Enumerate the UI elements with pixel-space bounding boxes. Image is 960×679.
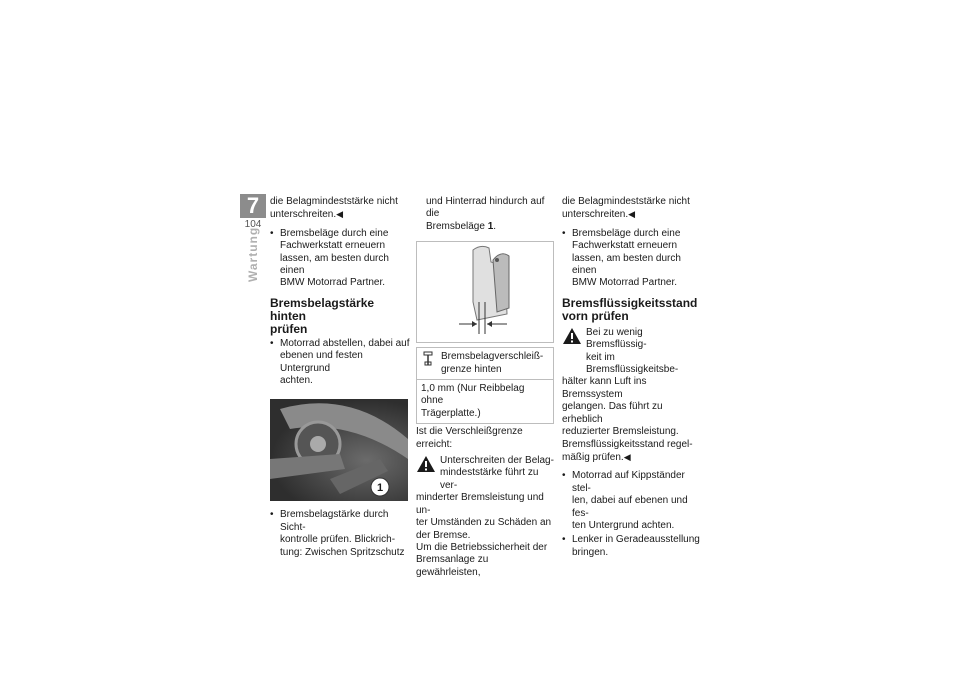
list-item: • Motorrad auf Kippständer stel- len, dabei auf ebenen und fes- ten Untergrund achten. (562, 470, 702, 532)
warning-text: Unterschreiten der Belag- mindeststärke führt zu ver- (440, 455, 554, 491)
warning-text: Bei zu wenig Bremsflüssig- keit im Bremsflüssigkeitsbe- (586, 326, 679, 376)
list-item: • Lenker in Geradeausstellung bringen. (562, 534, 702, 559)
warning-icon (416, 455, 436, 473)
rear-wheel-photo (270, 399, 408, 501)
list-item: • Bremsbeläge durch eine Fachwerkstatt erneuern lassen, am besten durch einen BMW Motorrad Partner. (270, 228, 412, 290)
spec-title: Bremsbelagverschleiß- grenze hinten (441, 351, 544, 375)
column-1 (270, 196, 412, 559)
page-number: 104 (244, 219, 262, 230)
brake-pad-diagram (416, 241, 554, 343)
spec-table (416, 347, 554, 424)
list-item: • Bremsbelagstärke durch Sicht- kontrolle prüfen. Blickrich- tung: Zwischen Spritzschutz (270, 509, 412, 559)
list-item: • Motorrad abstellen, dabei auf ebenen und festen Untergrund achten. (270, 338, 412, 388)
warning-block (416, 455, 554, 492)
intro-text: die Belagmindeststärke nicht unterschreiten.◀ (270, 196, 398, 221)
list-item: • Bremsbeläge durch eine Fachwerkstatt erneuern lassen, am besten durch einen BMW Motorrad Partner. (562, 228, 702, 290)
condition-text: Ist die Verschleißgrenze erreicht: (416, 426, 523, 450)
spec-value: 1,0 mm (Nur Reibbelag ohne Trägerplatte.) (421, 383, 525, 419)
end-mark-icon: ◀ (336, 209, 344, 220)
end-mark-icon: ◀ (628, 209, 636, 220)
chapter-number: 7 (240, 194, 266, 218)
warning-icon (562, 327, 582, 345)
column-2 (416, 196, 554, 579)
intro-text: die Belagmindeststärke nicht unterschreiten.◀ (562, 196, 690, 221)
section-heading: Bremsbelagstärke hinten prüfen (270, 295, 375, 336)
spec-header (417, 348, 553, 380)
warning-continuation: minderter Bremsleistung und un- ter Umständen zu Schäden an der Bremse. Um die Betriebssicherheit der Bremsanlage zu gewährleisten, (416, 492, 552, 578)
brake-pad-wear-icon (417, 242, 553, 342)
warning-continuation: hälter kann Luft ins Bremssystem gelangen. Das führt zu erheblich reduzierter Bremsleistung. Bremsflüssigkeitsstand regel- mäßig prüfen.◀ (562, 376, 693, 463)
brake-photo-illustration (270, 399, 408, 501)
photo-callout-label: 1 (376, 482, 384, 495)
chapter-tab (240, 194, 266, 230)
wrench-spec-icon (421, 351, 435, 367)
column-3 (562, 196, 702, 559)
chapter-title: Wartung (246, 226, 260, 282)
end-mark-icon: ◀ (623, 451, 631, 462)
warning-block (562, 327, 702, 377)
intro-text: und Hinterrad hindurch auf die Bremsbeläge 1. (426, 196, 545, 232)
section-heading: Bremsflüssigkeitsstand vorn prüfen (562, 295, 698, 323)
